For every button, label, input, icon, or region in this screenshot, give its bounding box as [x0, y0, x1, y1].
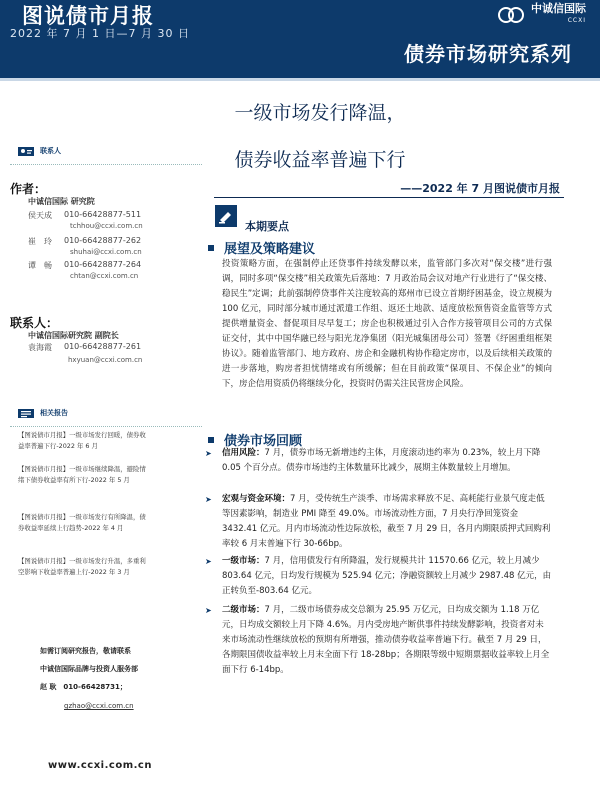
- related-report-link[interactable]: 【图说债市月报】一级市场发行升温，多重利空影响下收益率普遍上行-2022 年 3 月: [18, 557, 146, 576]
- bullet-head: 一级市场：: [222, 556, 265, 566]
- main-title-line1: 一级市场发行降温，: [234, 102, 406, 124]
- author-row: [28, 210, 141, 221]
- authors-label: 作者：: [10, 182, 47, 196]
- author-name: 侯天成: [28, 211, 52, 220]
- contact-section-label: 联系人: [40, 147, 61, 155]
- related-report-link[interactable]: 【图说债市月报】一级市场继续降温，避险情绪下债券收益率有所下行-2022 年 5 月: [18, 465, 146, 484]
- author-name: 崔 玲: [28, 237, 52, 246]
- related-report-link[interactable]: 【图说债市月报】一级市场发行有所降温，债券收益率延续上行趋势-2022 年 4 月: [18, 513, 146, 532]
- bullet-head: 信用风险：: [222, 448, 265, 458]
- author-email[interactable]: chtan@ccxi.com.cn: [70, 272, 139, 280]
- outlook-paragraph: 投资策略方面，在强制停止还贷事件持续发酵以来，监管部门多次对“保交楼”进行强调，同时多项“保交楼”相关政策先后落地：7 月政治局会议对地产行业进行了“保交楼、稳民生”定调；此前强制停贷事件关注度较高的郑州市已设立首期纾困基金，设立规模为 100 亿元，同时部分城市通过派遣工作组、返还土地款、适度放松预售资金监管等方式提供增量资金、督促项目尽早复工；房企也积极通过引入合作方接管项目公司的方式保证交付，其中中国华融已经与阳光龙净集团（阳光城集团母公司）签署《纾困重组框架协议》。随着监管部门、地方政府、房企和金融机构协作稳定房市，以及后续相关政策的进一步落地，购房者担忧情绪或有所缓解；但在目前政策“保项目、不保企业”的倾向下，房企信用资质仍将继续分化，投资时仍需关注民营房企风险。: [222, 259, 552, 389]
- authors-org: 中诚信国际 研究院: [28, 197, 95, 206]
- bullet-text: 7 月，信用债发行有所降温，发行规模共计 11570.66 亿元，较上月减少 803.64 亿元，日均发行规模为 525.94 亿元；净融资额较上月减少 2987.48 亿元，由正转负至-803.64 亿元。: [222, 556, 552, 596]
- related-section-label: 相关报告: [40, 409, 68, 417]
- contact-icon: [18, 145, 36, 157]
- related-section-head: [18, 406, 68, 420]
- header-divider: [0, 78, 600, 81]
- contact2-phone: 010-66428877-261: [64, 342, 142, 351]
- report-icon: [18, 407, 36, 419]
- author-row: [28, 236, 141, 247]
- key-points-title: 本期要点: [245, 220, 289, 233]
- author-phone: 010-66428877-262: [64, 236, 142, 245]
- subscribe-line1: 如需订阅研究报告，敬请联系: [40, 647, 131, 655]
- outlook-section-title: [208, 238, 315, 257]
- report-title: 图说债市月报: [22, 4, 154, 28]
- subtitle: ——2022 年 7 月图说债市月报: [400, 182, 560, 195]
- bullet-item: [222, 492, 552, 552]
- website-link[interactable]: www.ccxi.com.cn: [48, 760, 152, 771]
- contact2-name: 袁海霞: [28, 343, 52, 352]
- contact2-email[interactable]: hxyuan@ccxi.com.cn: [68, 356, 143, 364]
- bullet-item: [222, 603, 552, 678]
- contact2-row: [28, 342, 141, 353]
- section-square-icon: [208, 437, 214, 443]
- bullet-arrow-icon: ➤: [205, 449, 212, 458]
- contact2-label: 联系人：: [10, 316, 59, 330]
- bullet-text: 7 月，二级市场债券成交总额为 25.95 万亿元，日均成交额为 1.18 万亿元，日均成交额较上月下降 4.6%。月内受房地产断供事件持续发酵影响，投资者对未来市场流动性继续放松的预期有所增强，推动债券收益率普遍下行。截至 7 月 29 日，各期限国债收益率较上月末全面下行 18-28bp；各期限等级中短期票据收益率较上月全面下行 6-14bp。: [222, 605, 550, 675]
- series-title: 债券市场研究系列: [404, 42, 572, 66]
- outlook-title-text: 展望及策略建议: [224, 242, 316, 257]
- main-title-line2: 债券收益率普遍下行: [234, 149, 406, 171]
- section-square-icon: [208, 245, 214, 251]
- subtitle-underline: [214, 197, 564, 198]
- report-date: 2022 年 7 月 1 日—7 月 30 日: [10, 27, 190, 40]
- review-title-text: 债券市场回顾: [224, 434, 303, 449]
- subscribe-line2: 中诚信国际品牌与投资人服务部: [40, 665, 138, 673]
- contact2-org: 中诚信国际研究院 副院长: [28, 331, 119, 340]
- bullet-text: 7 月，债券市场无新增违约主体，月度滚动违约率为 0.23%，较上月下降 0.05 个百分点。债券市场违约主体数量环比减少，展期主体数量较上月增加。: [222, 448, 541, 473]
- subscribe-email[interactable]: gzhao@ccxi.com.cn: [64, 702, 134, 710]
- bullet-item: [222, 554, 552, 599]
- bullet-text: 7 月，受传统生产淡季、市场需求释放不足、高耗能行业景气度走低等因素影响，制造业 PMI 降至 49.0%。市场流动性方面，7 月央行净回笼资金 3432.41 亿元。月内市场流动性边际放松，截至 7 月 29 日，各月内期限质押式回购利率较 6 月末普遍下行 30-66bp。: [222, 494, 551, 549]
- brand-name: [531, 3, 586, 27]
- brand-text: 中诚信国际: [531, 2, 586, 15]
- author-row: [28, 260, 141, 271]
- bullet-arrow-icon: ➤: [205, 557, 212, 566]
- key-points-icon: [214, 204, 238, 228]
- bullet-arrow-icon: ➤: [205, 606, 212, 615]
- brand-sub: CCXI: [567, 17, 586, 24]
- bullet-head: 二级市场：: [222, 605, 265, 615]
- subscribe-line3: 赵 耿 010-66428731；: [40, 683, 127, 691]
- author-phone: 010-66428877-264: [64, 260, 142, 269]
- divider: [10, 426, 202, 427]
- contact-section-head: [18, 144, 61, 158]
- author-email[interactable]: shuhai@ccxi.com.cn: [70, 248, 142, 256]
- brand-logo: [497, 3, 586, 27]
- brand-logo-icon: [497, 5, 527, 25]
- author-phone: 010-66428877-511: [64, 210, 142, 219]
- bullet-arrow-icon: ➤: [205, 495, 212, 504]
- author-name: 谭 畅: [28, 261, 52, 270]
- author-email[interactable]: tchhou@ccxi.com.cn: [70, 222, 143, 230]
- related-report-link[interactable]: 【图说债市月报】一级市场发行回暖，债券收益率普遍下行-2022 年 6 月: [18, 431, 146, 450]
- bullet-item: [222, 446, 552, 476]
- divider: [10, 164, 202, 165]
- bullet-head: 宏观与资金环境：: [222, 494, 291, 504]
